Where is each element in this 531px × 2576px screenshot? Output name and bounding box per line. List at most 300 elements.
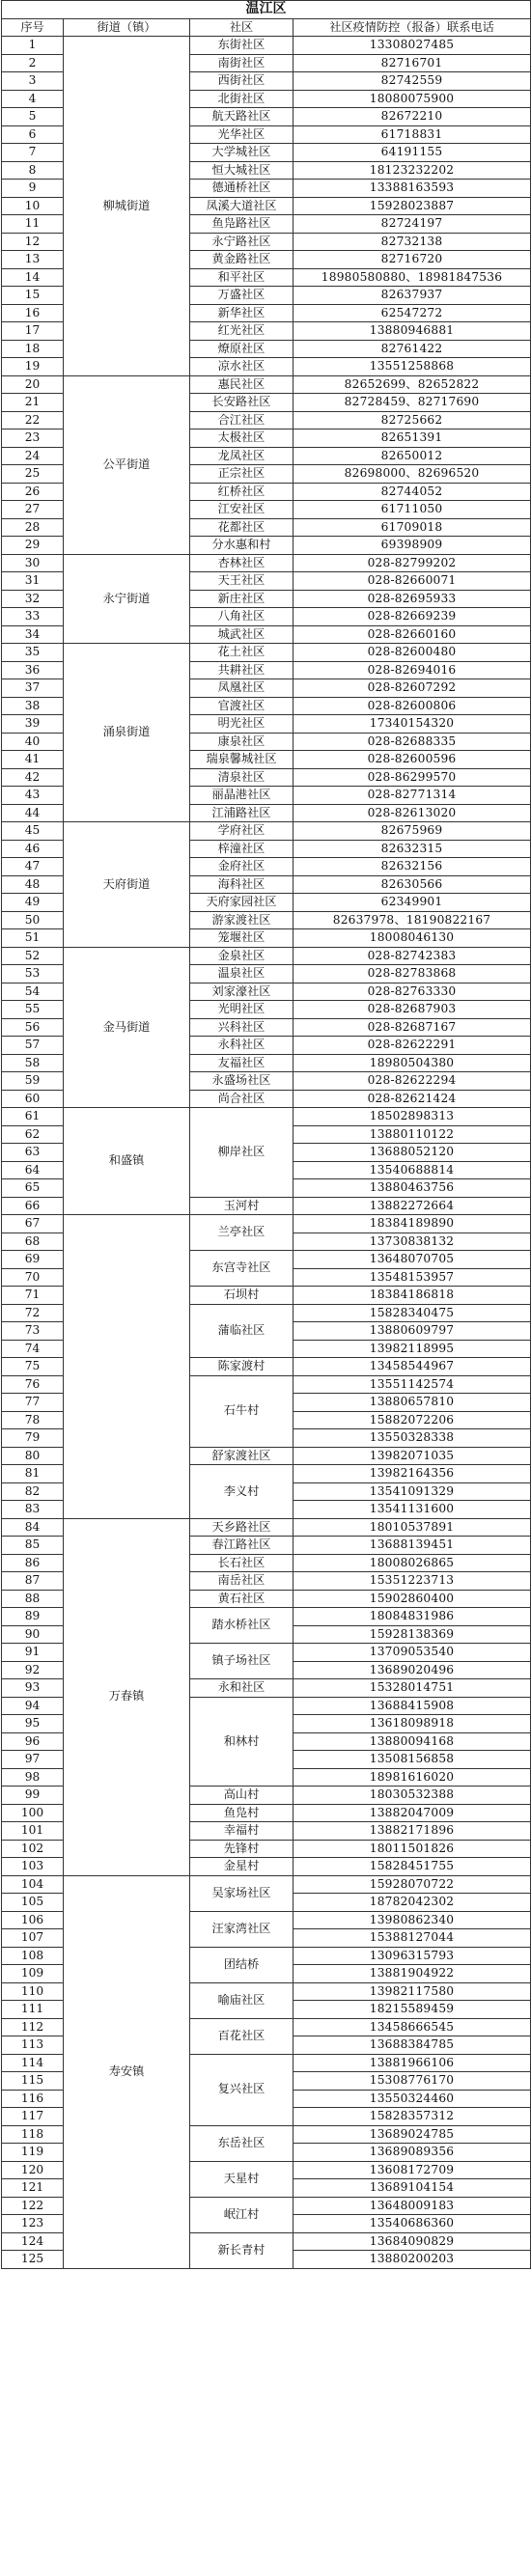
- row-index: 62: [2, 1125, 64, 1144]
- row-index: 24: [2, 447, 64, 465]
- row-index: 29: [2, 537, 64, 555]
- phone-cell: 028-82669239: [293, 608, 531, 626]
- phone-cell: 18782042302: [293, 1894, 531, 1912]
- phone-cell: 18008026865: [293, 1554, 531, 1572]
- community-cell: 百花社区: [190, 2018, 293, 2054]
- row-index: 113: [2, 2036, 64, 2055]
- community-cell: 德通桥社区: [190, 180, 293, 198]
- phone-cell: 13882047009: [293, 1804, 531, 1822]
- row-index: 28: [2, 518, 64, 537]
- phone-cell: 17340154320: [293, 715, 531, 734]
- row-index: 87: [2, 1572, 64, 1591]
- row-index: 31: [2, 572, 64, 591]
- community-cell: 幸福村: [190, 1822, 293, 1841]
- phone-cell: 13684090829: [293, 2232, 531, 2251]
- phone-cell: 028-82799202: [293, 554, 531, 572]
- row-index: 73: [2, 1322, 64, 1341]
- community-cell: 游家渡社区: [190, 911, 293, 929]
- community-cell: 永盛场社区: [190, 1072, 293, 1091]
- row-index: 90: [2, 1625, 64, 1644]
- phone-cell: 82698000、82696520: [293, 465, 531, 484]
- row-index: 14: [2, 268, 64, 287]
- row-index: 85: [2, 1537, 64, 1555]
- phone-cell: 18008046130: [293, 929, 531, 948]
- community-cell: 陈家渡村: [190, 1358, 293, 1376]
- street-cell: 金马街道: [64, 947, 190, 1108]
- phone-cell: 13880946881: [293, 322, 531, 341]
- row-index: 12: [2, 233, 64, 251]
- row-index: 17: [2, 322, 64, 341]
- community-cell: 兰亭社区: [190, 1215, 293, 1251]
- phone-cell: 82652699、82652822: [293, 375, 531, 394]
- row-index: 99: [2, 1787, 64, 1805]
- row-index: 13: [2, 251, 64, 269]
- community-cell: 天王社区: [190, 572, 293, 591]
- phone-cell: 13880094168: [293, 1732, 531, 1751]
- phone-cell: 15328014751: [293, 1679, 531, 1698]
- community-cell: 汪家湾社区: [190, 1911, 293, 1947]
- community-cell: 万盛社区: [190, 287, 293, 305]
- community-cell: 清泉社区: [190, 768, 293, 787]
- community-cell: 太极社区: [190, 429, 293, 448]
- phone-cell: 82732138: [293, 233, 531, 251]
- phone-cell: 13648070705: [293, 1251, 531, 1269]
- row-index: 111: [2, 2001, 64, 2019]
- row-index: 15: [2, 287, 64, 305]
- community-cell: 天府家园社区: [190, 894, 293, 912]
- community-cell: 新庄社区: [190, 590, 293, 608]
- community-cell: 红光社区: [190, 322, 293, 341]
- table-title-row: [2, 1, 531, 19]
- row-index: 70: [2, 1268, 64, 1287]
- row-index: 20: [2, 375, 64, 394]
- community-cell: 燎原社区: [190, 340, 293, 358]
- phone-cell: 13982164356: [293, 1465, 531, 1483]
- row-index: 80: [2, 1447, 64, 1465]
- community-cell: 石牛村: [190, 1375, 293, 1447]
- phone-cell: 13540686360: [293, 2215, 531, 2233]
- row-index: 51: [2, 929, 64, 948]
- header-community: 社区: [190, 18, 293, 37]
- phone-cell: 13541131600: [293, 1501, 531, 1519]
- community-cell: 金府社区: [190, 858, 293, 876]
- row-index: 108: [2, 1947, 64, 1965]
- row-index: 22: [2, 411, 64, 429]
- row-index: 77: [2, 1394, 64, 1412]
- community-cell: 瑞泉馨城社区: [190, 751, 293, 769]
- phone-cell: 18384186818: [293, 1287, 531, 1305]
- row-index: 66: [2, 1197, 64, 1215]
- row-index: 2: [2, 54, 64, 72]
- phone-cell: 13096315793: [293, 1947, 531, 1965]
- community-cell: 凉水社区: [190, 358, 293, 376]
- community-cell: 鱼凫村: [190, 1804, 293, 1822]
- row-index: 79: [2, 1429, 64, 1448]
- row-index: 115: [2, 2072, 64, 2091]
- row-index: 117: [2, 2108, 64, 2126]
- row-index: 46: [2, 840, 64, 858]
- phone-cell: 82632156: [293, 858, 531, 876]
- community-cell: 大学城社区: [190, 144, 293, 162]
- phone-cell: 13709053540: [293, 1644, 531, 1662]
- phone-cell: 61718831: [293, 125, 531, 144]
- phone-cell: 13982118995: [293, 1340, 531, 1358]
- row-index: 61: [2, 1108, 64, 1126]
- row-index: 4: [2, 90, 64, 108]
- row-index: 114: [2, 2054, 64, 2072]
- phone-cell: 028-82687903: [293, 1001, 531, 1019]
- community-cell: 金泉社区: [190, 947, 293, 965]
- phone-cell: 13458544967: [293, 1358, 531, 1376]
- row-index: 67: [2, 1215, 64, 1233]
- phone-cell: 18084831986: [293, 1608, 531, 1626]
- phone-cell: 82650012: [293, 447, 531, 465]
- header-street: 街道（镇）: [64, 18, 190, 37]
- row-index: 123: [2, 2215, 64, 2233]
- row-index: 106: [2, 1911, 64, 1929]
- row-index: 42: [2, 768, 64, 787]
- row-index: 65: [2, 1179, 64, 1198]
- row-index: 92: [2, 1661, 64, 1679]
- phone-cell: 82725662: [293, 411, 531, 429]
- phone-cell: 15902860400: [293, 1590, 531, 1608]
- phone-cell: 15351223713: [293, 1572, 531, 1591]
- community-cell: 高山村: [190, 1787, 293, 1805]
- community-cell: 和平社区: [190, 268, 293, 287]
- community-cell: 石坝村: [190, 1287, 293, 1305]
- community-cell: 合江社区: [190, 411, 293, 429]
- phone-cell: 13882171896: [293, 1822, 531, 1841]
- street-cell: 天府街道: [64, 822, 190, 948]
- row-index: 23: [2, 429, 64, 448]
- street-cell: 万春镇: [64, 1518, 190, 1875]
- phone-cell: 15828340475: [293, 1304, 531, 1322]
- phone-cell: 18010537891: [293, 1518, 531, 1537]
- phone-cell: 13881966106: [293, 2054, 531, 2072]
- phone-cell: 18123232202: [293, 161, 531, 180]
- phone-cell: 028-86299570: [293, 768, 531, 787]
- community-cell: 东岳社区: [190, 2125, 293, 2161]
- row-index: 1: [2, 37, 64, 55]
- phone-cell: 028-82695933: [293, 590, 531, 608]
- row-index: 45: [2, 822, 64, 841]
- community-cell: 凤凰社区: [190, 679, 293, 698]
- community-cell: 凤溪大道社区: [190, 197, 293, 215]
- row-index: 122: [2, 2197, 64, 2215]
- community-cell: 永科社区: [190, 1037, 293, 1055]
- phone-cell: 18981616020: [293, 1768, 531, 1787]
- phone-cell: 18080075900: [293, 90, 531, 108]
- phone-cell: 18502898313: [293, 1108, 531, 1126]
- community-cell: 喻庙社区: [190, 1982, 293, 2018]
- row-index: 100: [2, 1804, 64, 1822]
- phone-cell: 13608172709: [293, 2161, 531, 2179]
- phone-cell: 028-82613020: [293, 804, 531, 822]
- community-cell: 东宫寺社区: [190, 1251, 293, 1287]
- community-cell: 惠民社区: [190, 375, 293, 394]
- row-index: 41: [2, 751, 64, 769]
- phone-cell: 82675969: [293, 822, 531, 841]
- phone-cell: 028-82600806: [293, 697, 531, 715]
- community-cell: 踏水桥社区: [190, 1608, 293, 1644]
- row-index: 125: [2, 2251, 64, 2269]
- row-index: 82: [2, 1482, 64, 1501]
- row-index: 50: [2, 911, 64, 929]
- community-cell: 新长青村: [190, 2232, 293, 2268]
- street-cell: 寿安镇: [64, 1875, 190, 2268]
- phone-cell: 028-82622294: [293, 1072, 531, 1091]
- phone-cell: 13308027485: [293, 37, 531, 55]
- phone-cell: 028-82622291: [293, 1037, 531, 1055]
- row-index: 83: [2, 1501, 64, 1519]
- phone-cell: 18030532388: [293, 1787, 531, 1805]
- phone-cell: 13880200203: [293, 2251, 531, 2269]
- community-cell: 玉河村: [190, 1197, 293, 1215]
- phone-cell: 82761422: [293, 340, 531, 358]
- row-index: 19: [2, 358, 64, 376]
- row-index: 120: [2, 2161, 64, 2179]
- phone-cell: 028-82660071: [293, 572, 531, 591]
- phone-cell: 028-82688335: [293, 733, 531, 751]
- phone-cell: 13550324460: [293, 2090, 531, 2108]
- phone-cell: 18384189890: [293, 1215, 531, 1233]
- phone-cell: 13551142574: [293, 1375, 531, 1394]
- phone-cell: 028-82607292: [293, 679, 531, 698]
- community-cell: 分水惠和村: [190, 537, 293, 555]
- community-cell: 红桥社区: [190, 483, 293, 501]
- community-cell: 丽晶港社区: [190, 787, 293, 805]
- table-row: [2, 644, 531, 662]
- phone-cell: 15928138369: [293, 1625, 531, 1644]
- row-index: 91: [2, 1644, 64, 1662]
- row-index: 104: [2, 1875, 64, 1894]
- phone-cell: 028-82687167: [293, 1018, 531, 1037]
- row-index: 68: [2, 1233, 64, 1251]
- community-cell: 东街社区: [190, 37, 293, 55]
- phone-cell: 62349901: [293, 894, 531, 912]
- row-index: 103: [2, 1858, 64, 1876]
- community-cell: 刘家濠社区: [190, 983, 293, 1001]
- row-index: 52: [2, 947, 64, 965]
- community-cell: 康泉社区: [190, 733, 293, 751]
- community-cell: 永宁路社区: [190, 233, 293, 251]
- phone-cell: 18011501826: [293, 1840, 531, 1858]
- phone-cell: 82630566: [293, 875, 531, 894]
- phone-cell: 18980504380: [293, 1054, 531, 1072]
- community-cell: 春江路社区: [190, 1537, 293, 1555]
- phone-cell: 13730838132: [293, 1233, 531, 1251]
- row-index: 21: [2, 394, 64, 412]
- phone-cell: 13982117580: [293, 1982, 531, 2001]
- row-index: 6: [2, 125, 64, 144]
- row-index: 44: [2, 804, 64, 822]
- phone-cell: 028-82600596: [293, 751, 531, 769]
- row-index: 9: [2, 180, 64, 198]
- phone-cell: 13618098918: [293, 1715, 531, 1733]
- phone-cell: 15828451755: [293, 1858, 531, 1876]
- row-index: 58: [2, 1054, 64, 1072]
- table-row: [2, 375, 531, 394]
- row-index: 109: [2, 1965, 64, 1983]
- row-index: 38: [2, 697, 64, 715]
- community-cell: 北街社区: [190, 90, 293, 108]
- table-row: [2, 1518, 531, 1537]
- row-index: 30: [2, 554, 64, 572]
- row-index: 34: [2, 625, 64, 644]
- community-cell: 江安社区: [190, 501, 293, 519]
- community-cell: 长石社区: [190, 1554, 293, 1572]
- table-row: [2, 554, 531, 572]
- row-index: 32: [2, 590, 64, 608]
- phone-cell: 13880609797: [293, 1322, 531, 1341]
- phone-cell: 82637937: [293, 287, 531, 305]
- row-index: 40: [2, 733, 64, 751]
- phone-cell: 13880110122: [293, 1125, 531, 1144]
- phone-cell: 61711050: [293, 501, 531, 519]
- community-cell: 吴家场社区: [190, 1875, 293, 1911]
- phone-cell: 13880463756: [293, 1179, 531, 1198]
- community-cell: 海科社区: [190, 875, 293, 894]
- phone-cell: 13688415908: [293, 1697, 531, 1715]
- community-cell: 永和社区: [190, 1679, 293, 1698]
- row-index: 71: [2, 1287, 64, 1305]
- community-cell: 鱼凫路社区: [190, 215, 293, 234]
- row-index: 47: [2, 858, 64, 876]
- community-cell: 南街社区: [190, 54, 293, 72]
- community-cell: 学府社区: [190, 822, 293, 841]
- header-index: 序号: [2, 18, 64, 37]
- row-index: 105: [2, 1894, 64, 1912]
- row-index: 11: [2, 215, 64, 234]
- phone-cell: 82651391: [293, 429, 531, 448]
- row-index: 107: [2, 1929, 64, 1948]
- community-cell: 官渡社区: [190, 697, 293, 715]
- phone-cell: 13982071035: [293, 1447, 531, 1465]
- row-index: 26: [2, 483, 64, 501]
- phone-cell: 82724197: [293, 215, 531, 234]
- row-index: 18: [2, 340, 64, 358]
- row-index: 93: [2, 1679, 64, 1698]
- phone-cell: 13980862340: [293, 1911, 531, 1929]
- phone-cell: 13881904922: [293, 1965, 531, 1983]
- row-index: 96: [2, 1732, 64, 1751]
- community-cell: 友福社区: [190, 1054, 293, 1072]
- row-index: 5: [2, 108, 64, 126]
- row-index: 101: [2, 1822, 64, 1841]
- phone-cell: 13541091329: [293, 1482, 531, 1501]
- phone-cell: 13648009183: [293, 2197, 531, 2215]
- phone-cell: 028-82771314: [293, 787, 531, 805]
- street-cell: 柳城街道: [64, 37, 190, 376]
- phone-cell: 15828357312: [293, 2108, 531, 2126]
- community-cell: 温泉社区: [190, 965, 293, 983]
- row-index: 59: [2, 1072, 64, 1091]
- community-cell: 柳岸社区: [190, 1108, 293, 1198]
- row-index: 3: [2, 72, 64, 91]
- row-index: 94: [2, 1697, 64, 1715]
- community-cell: 先锋村: [190, 1840, 293, 1858]
- row-index: 35: [2, 644, 64, 662]
- phone-cell: 028-82660160: [293, 625, 531, 644]
- phone-cell: 82744052: [293, 483, 531, 501]
- row-index: 64: [2, 1161, 64, 1179]
- phone-cell: 13689104154: [293, 2179, 531, 2198]
- table-row: [2, 822, 531, 841]
- table-row: [2, 1215, 531, 1233]
- phone-cell: 13689024785: [293, 2125, 531, 2144]
- row-index: 84: [2, 1518, 64, 1537]
- phone-cell: 13689020496: [293, 1661, 531, 1679]
- phone-cell: 13689089356: [293, 2144, 531, 2162]
- community-cell: 光华社区: [190, 125, 293, 144]
- phone-cell: 15928023887: [293, 197, 531, 215]
- community-cell: 杏林社区: [190, 554, 293, 572]
- row-index: 112: [2, 2018, 64, 2036]
- community-cell: 兴科社区: [190, 1018, 293, 1037]
- row-index: 8: [2, 161, 64, 180]
- row-index: 57: [2, 1037, 64, 1055]
- community-cell: 光明社区: [190, 1001, 293, 1019]
- row-index: 78: [2, 1411, 64, 1429]
- row-index: 72: [2, 1304, 64, 1322]
- row-index: 27: [2, 501, 64, 519]
- community-cell: 长安路社区: [190, 394, 293, 412]
- community-cell: 航天路社区: [190, 108, 293, 126]
- header-row: [2, 18, 531, 37]
- phone-cell: 15928070722: [293, 1875, 531, 1894]
- street-cell: [64, 1215, 190, 1519]
- street-cell: 永宁街道: [64, 554, 190, 644]
- community-cell: 江浦路社区: [190, 804, 293, 822]
- street-cell: 公平街道: [64, 375, 190, 554]
- community-cell: 新华社区: [190, 304, 293, 322]
- phone-cell: 13550328338: [293, 1429, 531, 1448]
- community-cell: 黄金路社区: [190, 251, 293, 269]
- row-index: 74: [2, 1340, 64, 1358]
- phone-cell: 13688052120: [293, 1144, 531, 1162]
- community-cell: 舒家渡社区: [190, 1447, 293, 1465]
- row-index: 48: [2, 875, 64, 894]
- phone-cell: 13551258868: [293, 358, 531, 376]
- phone-cell: 13688384785: [293, 2036, 531, 2055]
- community-cell: 天星村: [190, 2161, 293, 2197]
- phone-cell: 028-82742383: [293, 947, 531, 965]
- row-index: 16: [2, 304, 64, 322]
- community-cell: 岷江村: [190, 2197, 293, 2232]
- row-index: 55: [2, 1001, 64, 1019]
- community-cell: 城武社区: [190, 625, 293, 644]
- community-cell: 共耕社区: [190, 661, 293, 679]
- row-index: 60: [2, 1090, 64, 1108]
- row-index: 89: [2, 1608, 64, 1626]
- community-cell: 正宗社区: [190, 465, 293, 484]
- community-cell: 蒲临社区: [190, 1304, 293, 1358]
- row-index: 121: [2, 2179, 64, 2198]
- phone-cell: 13458666545: [293, 2018, 531, 2036]
- row-index: 37: [2, 679, 64, 698]
- row-index: 97: [2, 1751, 64, 1769]
- table-row: [2, 1875, 531, 1894]
- community-cell: 恒大城社区: [190, 161, 293, 180]
- row-index: 81: [2, 1465, 64, 1483]
- row-index: 98: [2, 1768, 64, 1787]
- community-cell: 笼堰社区: [190, 929, 293, 948]
- phone-cell: 69398909: [293, 537, 531, 555]
- row-index: 69: [2, 1251, 64, 1269]
- row-index: 36: [2, 661, 64, 679]
- community-cell: 西街社区: [190, 72, 293, 91]
- row-index: 43: [2, 787, 64, 805]
